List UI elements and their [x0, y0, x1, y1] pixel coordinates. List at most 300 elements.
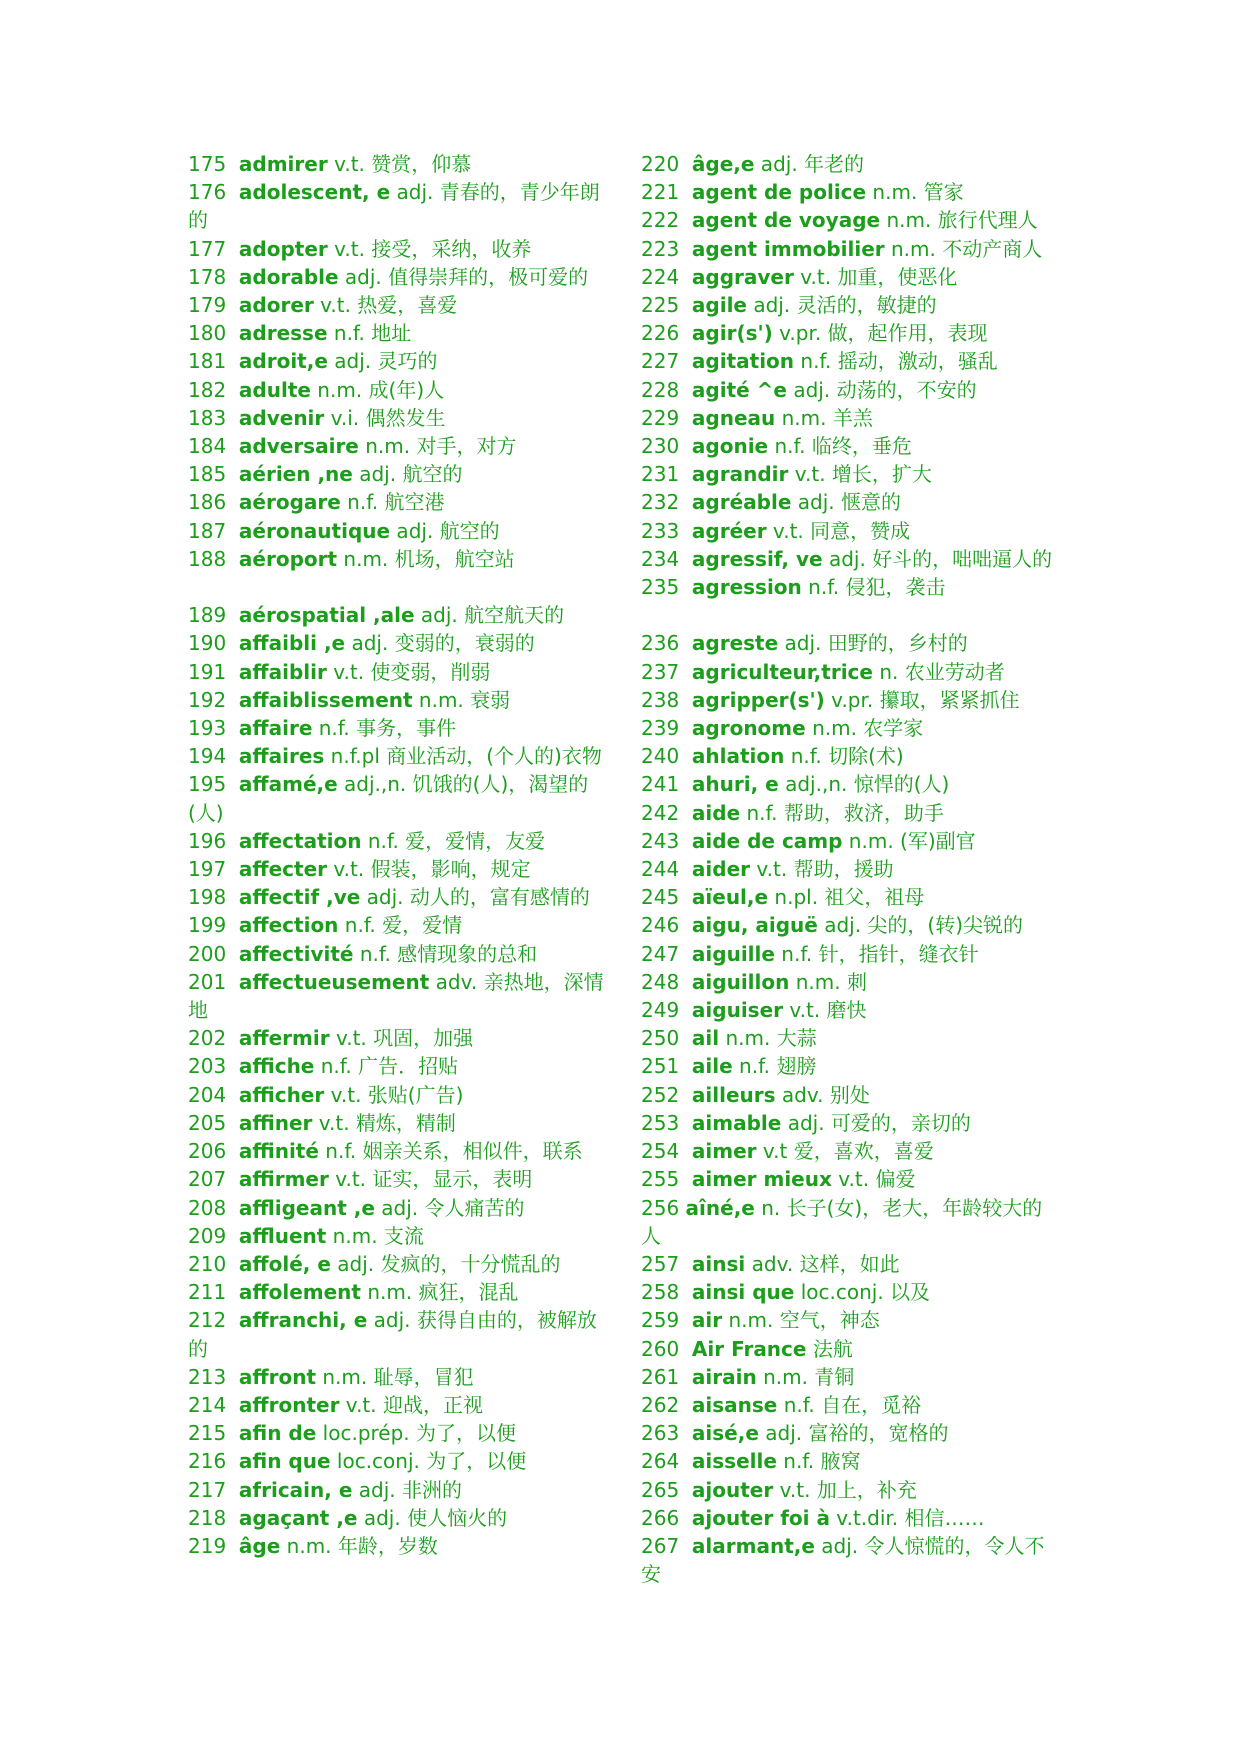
entry-number: 180	[188, 321, 227, 346]
vocab-entry	[641, 178, 1061, 206]
entry-headword: affluent	[238, 1223, 327, 1248]
entry-headword: agneau	[691, 405, 776, 430]
vocab-entry	[188, 291, 608, 319]
vocab-entry	[188, 347, 608, 375]
entry-headword: ailleurs	[691, 1082, 776, 1107]
vocab-entry	[641, 432, 1061, 460]
entry-definition: v.t. 热爱，喜爱	[313, 293, 458, 318]
vocab-entry	[188, 911, 608, 939]
entry-headword: adopter	[238, 236, 328, 261]
entry-definition: n.f. 爱，爱情，友爱	[361, 828, 546, 853]
entry-definition: loc.prép. 为了，以便	[316, 1421, 517, 1446]
entry-number: 223	[641, 236, 680, 261]
entry-definition: n.pl. 祖父，祖母	[768, 885, 925, 910]
vocab-entry	[641, 629, 1061, 657]
entry-definition: v.t. 加上，补充	[773, 1477, 917, 1502]
vocab-entry	[641, 855, 1061, 883]
entry-headword: âge	[238, 1533, 281, 1558]
vocab-entry	[641, 319, 1061, 347]
entry-definition: n.m. 空气，神态	[722, 1308, 880, 1333]
entry-number: 227	[641, 349, 680, 374]
entry-definition: n.f. 广告．招贴	[314, 1054, 459, 1079]
entry-number: 258	[641, 1280, 680, 1305]
entry-headword: aimer mieux	[691, 1167, 832, 1192]
entry-number: 225	[641, 293, 680, 318]
entry-number: 260	[641, 1336, 680, 1361]
entry-definition: v.t. 精炼，精制	[312, 1110, 456, 1135]
entry-headword: affaibli ,e	[238, 631, 346, 656]
entry-definition: adj. 令人惊慌的，令人不安	[641, 1533, 1045, 1587]
entry-definition: n.f. 航空港	[340, 490, 445, 515]
entry-number: 236	[641, 631, 680, 656]
entry-number: 264	[641, 1449, 680, 1474]
vocab-entry	[188, 235, 608, 263]
vocab-entry	[641, 1504, 1061, 1532]
entry-headword: adversaire	[238, 434, 359, 459]
entry-number: 178	[188, 264, 227, 289]
entry-headword: affamé,e	[238, 772, 338, 797]
vocab-entry	[188, 658, 608, 686]
entry-number: 195	[188, 772, 227, 797]
entry-number: 182	[188, 377, 227, 402]
vocab-entry	[641, 1532, 1061, 1588]
entry-definition: 法航	[806, 1336, 853, 1361]
entry-headword: affligeant ,e	[238, 1195, 375, 1220]
entry-number: 259	[641, 1308, 680, 1333]
entry-number: 194	[188, 744, 227, 769]
entry-definition: n.m. 对手，对方	[358, 434, 517, 459]
entry-definition: adj. 值得崇拜的，极可爱的	[338, 264, 589, 289]
entry-definition: adj. 富裕的，宽格的	[758, 1421, 949, 1446]
vocab-entry	[641, 883, 1061, 911]
vocab-entry	[188, 770, 608, 826]
vocab-entry	[188, 1391, 608, 1419]
entry-headword: âge,e	[691, 152, 755, 176]
vocab-entry	[188, 1278, 608, 1306]
entry-definition: v.t. 使变弱，削弱	[326, 659, 491, 684]
entry-number: 222	[641, 208, 680, 233]
entry-headword: affinité	[238, 1139, 319, 1164]
entry-number: 179	[188, 293, 227, 318]
entry-definition: adj.,n. 饥饿的(人)，渴望的(人)	[188, 772, 589, 825]
vocab-entry	[188, 1222, 608, 1250]
entry-definition: adj. 年老的	[754, 152, 865, 176]
entry-number: 218	[188, 1505, 227, 1530]
entry-number: 215	[188, 1421, 227, 1446]
vocab-entry	[188, 1363, 608, 1391]
entry-definition: adj. 青春的，青少年朗的	[188, 180, 600, 233]
entry-headword: adroit,e	[238, 349, 328, 374]
entry-headword: aide	[691, 800, 741, 825]
entry-headword: afficher	[238, 1082, 325, 1107]
entry-number: 241	[641, 772, 680, 797]
entry-number: 247	[641, 941, 680, 966]
entry-headword: agent de police	[691, 180, 867, 205]
vocab-entry	[188, 1504, 608, 1532]
entry-number: 244	[641, 857, 680, 882]
vocab-entry	[188, 601, 608, 629]
vocab-entry	[641, 1447, 1061, 1475]
vocab-entry	[641, 770, 1061, 798]
entry-headword: afin de	[238, 1421, 317, 1446]
entry-headword: affaiblir	[238, 659, 327, 684]
entry-definition: adj. 田野的，乡村的	[778, 631, 968, 656]
entry-number: 242	[641, 800, 680, 825]
entry-number: 183	[188, 405, 227, 430]
entry-number: 248	[641, 969, 680, 994]
vocab-entry	[188, 629, 608, 657]
entry-headword: affolement	[238, 1280, 361, 1305]
vocab-entry	[641, 1363, 1061, 1391]
entry-definition: adj. 获得自由的，被解放的	[188, 1308, 597, 1361]
entry-definition: n.m. (军)副官	[842, 828, 976, 853]
vocab-entry	[188, 545, 608, 573]
entry-number: 189	[188, 603, 227, 628]
entry-number: 265	[641, 1477, 680, 1502]
vocab-entry	[641, 799, 1061, 827]
vocab-entry	[641, 488, 1061, 516]
vocab-entry	[188, 1109, 608, 1137]
entry-headword: aile	[691, 1054, 733, 1079]
vocab-entry	[641, 658, 1061, 686]
vocab-entry	[188, 150, 608, 178]
entry-headword: agent de voyage	[691, 208, 881, 233]
entry-headword: africain, e	[238, 1477, 353, 1502]
vocab-entry	[641, 1391, 1061, 1419]
entry-definition: adj. 好斗的，咄咄逼人的	[822, 546, 1053, 571]
entry-definition: n. 农业劳动者	[872, 659, 1005, 684]
entry-headword: affaiblissement	[238, 687, 413, 712]
entry-headword: agile	[691, 293, 747, 318]
entry-number: 240	[641, 744, 680, 769]
entry-definition: v.i. 偶然发生	[324, 405, 446, 430]
vocab-entry	[641, 291, 1061, 319]
entry-definition: n.m. 管家	[866, 180, 964, 205]
entry-headword: affecter	[238, 857, 328, 882]
entry-definition: n.f. 翅膀	[732, 1054, 817, 1079]
vocab-entry	[188, 1250, 608, 1278]
entry-headword: alarmant,e	[691, 1533, 815, 1558]
entry-number: 252	[641, 1082, 680, 1107]
vocab-entry	[641, 206, 1061, 234]
vocab-entry	[641, 1419, 1061, 1447]
entry-headword: aiguiser	[691, 998, 783, 1023]
entry-number: 203	[188, 1054, 227, 1079]
entry-definition: n.f. 事务，事件	[312, 716, 457, 741]
entry-number: 217	[188, 1477, 227, 1502]
entry-number: 224	[641, 264, 680, 289]
vocab-entry	[641, 1476, 1061, 1504]
vocab-entry	[188, 1137, 608, 1165]
vocab-entry	[188, 178, 608, 234]
entry-headword: agronome	[691, 716, 806, 741]
entry-definition: n.f. 姻亲关系，相似件，联系	[318, 1139, 583, 1164]
entry-number: 231	[641, 462, 680, 487]
entry-headword: aimer	[691, 1139, 757, 1164]
entry-number: 220	[641, 152, 680, 176]
entry-definition: v.t. 赞赏，仰慕	[327, 152, 472, 176]
entry-number: 219	[188, 1533, 227, 1558]
entry-definition: adj. 变弱的，衰弱的	[345, 631, 535, 656]
vocab-entry	[641, 573, 1061, 601]
entry-headword: agripper(s')	[691, 687, 825, 712]
entry-definition: v.t. 假装，影响，规定	[327, 857, 531, 882]
vocab-entry	[188, 517, 608, 545]
entry-number: 256	[641, 1195, 680, 1220]
entry-number: 205	[188, 1110, 227, 1135]
vocab-entry	[188, 263, 608, 291]
entry-definition: n.f. 地址	[327, 321, 412, 346]
entry-headword: affectation	[238, 828, 362, 853]
right-column	[641, 150, 1061, 1588]
entry-number: 229	[641, 405, 680, 430]
vocab-entry	[641, 686, 1061, 714]
entry-definition: adv. 别处	[775, 1082, 870, 1107]
entry-definition: n.m. 农学家	[805, 716, 924, 741]
entry-definition: n.m. 刺	[789, 969, 867, 994]
entry-definition: adj. 尖的，(转)尖锐的	[817, 913, 1024, 938]
entry-headword: air	[691, 1308, 723, 1333]
entry-definition: adj. 非洲的	[352, 1477, 462, 1502]
entry-headword: affermir	[238, 1026, 330, 1051]
vocab-entry	[641, 263, 1061, 291]
vocab-entry	[641, 1052, 1061, 1080]
entry-definition: adv. 这样，如此	[745, 1251, 900, 1276]
entry-number: 200	[188, 941, 227, 966]
entry-headword: agression	[691, 575, 802, 600]
entry-definition: n.m. 支流	[326, 1223, 424, 1248]
entry-number: 230	[641, 434, 680, 459]
vocab-entry	[188, 1194, 608, 1222]
entry-headword: ainsi	[691, 1251, 746, 1276]
vocab-entry	[188, 1052, 608, 1080]
entry-headword: aérien ,ne	[238, 462, 353, 487]
entry-number: 196	[188, 828, 227, 853]
entry-definition: n.m. 成(年)人	[310, 377, 445, 402]
entry-definition: n.f. 侵犯，袭击	[801, 575, 946, 600]
entry-number: 246	[641, 913, 680, 938]
vocab-entry	[641, 235, 1061, 263]
entry-number: 238	[641, 687, 680, 712]
entry-number: 198	[188, 885, 227, 910]
entry-headword: adolescent, e	[238, 180, 391, 205]
vocab-entry	[188, 1476, 608, 1504]
vocab-entry	[641, 347, 1061, 375]
entry-headword: aider	[691, 857, 751, 882]
entry-number: 228	[641, 377, 680, 402]
vocab-entry	[188, 1419, 608, 1447]
entry-headword: aéroport	[238, 546, 338, 571]
entry-number: 237	[641, 659, 680, 684]
entry-number: 239	[641, 716, 680, 741]
vocab-entry	[188, 1024, 608, 1052]
entry-headword: agonie	[691, 434, 769, 459]
entry-definition: adj. 使人恼火的	[357, 1505, 508, 1530]
entry-number: 175	[188, 152, 227, 176]
entry-number: 233	[641, 518, 680, 543]
entry-number: 181	[188, 349, 227, 374]
vocab-entry	[188, 460, 608, 488]
vocab-entry	[641, 940, 1061, 968]
entry-headword: adresse	[238, 321, 328, 346]
entry-headword: affront	[238, 1364, 317, 1389]
entry-number: 209	[188, 1223, 227, 1248]
entry-number: 257	[641, 1251, 680, 1276]
entry-number: 262	[641, 1392, 680, 1417]
vocab-entry	[188, 1447, 608, 1475]
vocab-entry	[641, 742, 1061, 770]
entry-definition: v.t. 磨快	[783, 998, 867, 1023]
vocab-entry	[641, 460, 1061, 488]
vocab-entry	[188, 404, 608, 432]
entry-number: 204	[188, 1082, 227, 1107]
entry-headword: agrandir	[691, 462, 789, 487]
entry-number: 213	[188, 1364, 227, 1389]
vocab-entry	[641, 1250, 1061, 1278]
entry-headword: ail	[691, 1026, 720, 1051]
vocab-entry	[641, 714, 1061, 742]
entry-number: 211	[188, 1280, 227, 1305]
entry-headword: agréable	[691, 490, 792, 515]
entry-headword: ajouter foi à	[691, 1505, 830, 1530]
entry-headword: ahuri, e	[691, 772, 779, 797]
entry-headword: aiguille	[691, 941, 775, 966]
entry-definition: adj.,n. 惊悍的(人)	[778, 772, 950, 797]
entry-number: 208	[188, 1195, 227, 1220]
entry-number: 188	[188, 546, 227, 571]
vocab-entry	[188, 742, 608, 770]
entry-headword: affectif ,ve	[238, 885, 361, 910]
entry-definition: n.m. 大蒜	[719, 1026, 817, 1051]
entry-headword: aigu, aiguë	[691, 913, 818, 938]
entry-headword: Air France	[691, 1336, 807, 1361]
entry-headword: aérospatial ,ale	[238, 603, 415, 628]
entry-definition: v.pr. 攥取，紧紧抓住	[824, 687, 1020, 712]
entry-headword: agité ^e	[691, 377, 787, 402]
entry-headword: aisanse	[691, 1392, 778, 1417]
entry-headword: aimable	[691, 1110, 782, 1135]
vocab-entry	[188, 968, 608, 1024]
entry-definition: adj. 动人的，富有感情的	[360, 885, 590, 910]
entry-definition: n.m. 青铜	[756, 1364, 855, 1389]
entry-number: 263	[641, 1421, 680, 1446]
entry-number: 249	[641, 998, 680, 1023]
entry-definition: n.f.pl 商业活动，(个人的)衣物	[324, 744, 602, 769]
entry-headword: affection	[238, 913, 339, 938]
entry-headword: aisselle	[691, 1449, 777, 1474]
entry-number: 185	[188, 462, 227, 487]
entry-headword: ajouter	[691, 1477, 774, 1502]
entry-number: 177	[188, 236, 227, 261]
entry-definition: n.f. 临终，垂危	[768, 434, 912, 459]
entry-definition: n.m. 年龄，岁数	[280, 1533, 438, 1558]
entry-headword: agriculteur,trice	[691, 659, 873, 684]
entry-headword: affaire	[238, 716, 313, 741]
vocab-entry	[641, 150, 1061, 178]
entry-definition: adj. 发疯的，十分慌乱的	[330, 1251, 561, 1276]
vocab-entry	[188, 376, 608, 404]
entry-headword: aisé,e	[691, 1421, 759, 1446]
entry-number: 226	[641, 321, 680, 346]
entry-headword: admirer	[238, 152, 328, 176]
vocab-entry	[188, 1081, 608, 1109]
vocab-entry	[188, 827, 608, 855]
entry-number: 243	[641, 828, 680, 853]
entry-headword: aéronautique	[238, 518, 391, 543]
blank-line	[188, 573, 608, 601]
entry-headword: adorer	[238, 293, 314, 318]
entry-number: 199	[188, 913, 227, 938]
vocab-entry	[188, 714, 608, 742]
entry-headword: affranchi, e	[238, 1308, 368, 1333]
vocab-entry	[641, 1081, 1061, 1109]
entry-headword: affiche	[238, 1054, 315, 1079]
entry-number: 210	[188, 1251, 227, 1276]
entry-headword: agent immobilier	[691, 236, 885, 261]
entry-headword: agaçant ,e	[238, 1505, 358, 1530]
entry-definition: v.t. 迎战，正视	[339, 1392, 483, 1417]
vocab-entry	[188, 488, 608, 516]
entry-number: 253	[641, 1110, 680, 1135]
vocab-entry	[188, 686, 608, 714]
entry-headword: airain	[691, 1364, 757, 1389]
vocab-entry	[188, 940, 608, 968]
entry-definition: n.f. 切除(术)	[784, 744, 904, 769]
vocab-entry	[641, 911, 1061, 939]
vocab-entry	[188, 432, 608, 460]
entry-definition: n. 长子(女)，老大，年龄较大的人	[641, 1195, 1043, 1248]
vocab-entry	[641, 376, 1061, 404]
entry-definition: adj. 航空的	[352, 462, 463, 487]
vocab-entry	[641, 545, 1061, 573]
entry-number: 190	[188, 631, 227, 656]
vocab-entry	[188, 319, 608, 347]
entry-number: 255	[641, 1167, 680, 1192]
entry-definition: adj. 可爱的，亲切的	[781, 1110, 971, 1135]
entry-headword: affolé, e	[238, 1251, 331, 1276]
entry-definition: v.t. 接受，采纳，收养	[327, 236, 532, 261]
entry-headword: affronter	[238, 1392, 340, 1417]
entry-definition: loc.conj. 以及	[794, 1280, 931, 1305]
entry-definition: v.t. 偏爱	[831, 1167, 916, 1192]
vocab-entry	[641, 1109, 1061, 1137]
entry-number: 201	[188, 969, 227, 994]
entry-number: 250	[641, 1026, 680, 1051]
vocab-entry	[188, 1306, 608, 1362]
entry-definition: n.f. 摇动，激动，骚乱	[794, 349, 998, 374]
entry-number: 197	[188, 857, 227, 882]
entry-definition: v.t. 张贴(广告)	[324, 1082, 464, 1107]
entry-number: 192	[188, 687, 227, 712]
entry-definition: v.t.dir. 相信……	[829, 1505, 985, 1530]
entry-number: 214	[188, 1392, 227, 1417]
entry-definition: v.t 爱，喜欢，喜爱	[756, 1139, 934, 1164]
entry-definition: loc.conj. 为了，以便	[330, 1449, 527, 1474]
entry-definition: n.f. 爱，爱情	[338, 913, 463, 938]
entry-definition: adv. 亲热地，深情地	[188, 969, 604, 1023]
entry-headword: affaires	[238, 744, 325, 769]
vocab-entry	[641, 517, 1061, 545]
entry-headword: affectivité	[238, 941, 354, 966]
entry-number: 186	[188, 490, 227, 515]
vocab-entry	[641, 827, 1061, 855]
entry-number: 212	[188, 1308, 227, 1333]
entry-definition: adj. 惬意的	[791, 490, 901, 515]
entry-headword: advenir	[238, 405, 325, 430]
entry-headword: adulte	[238, 377, 311, 402]
entry-number: 221	[641, 180, 680, 205]
entry-number: 206	[188, 1139, 227, 1164]
